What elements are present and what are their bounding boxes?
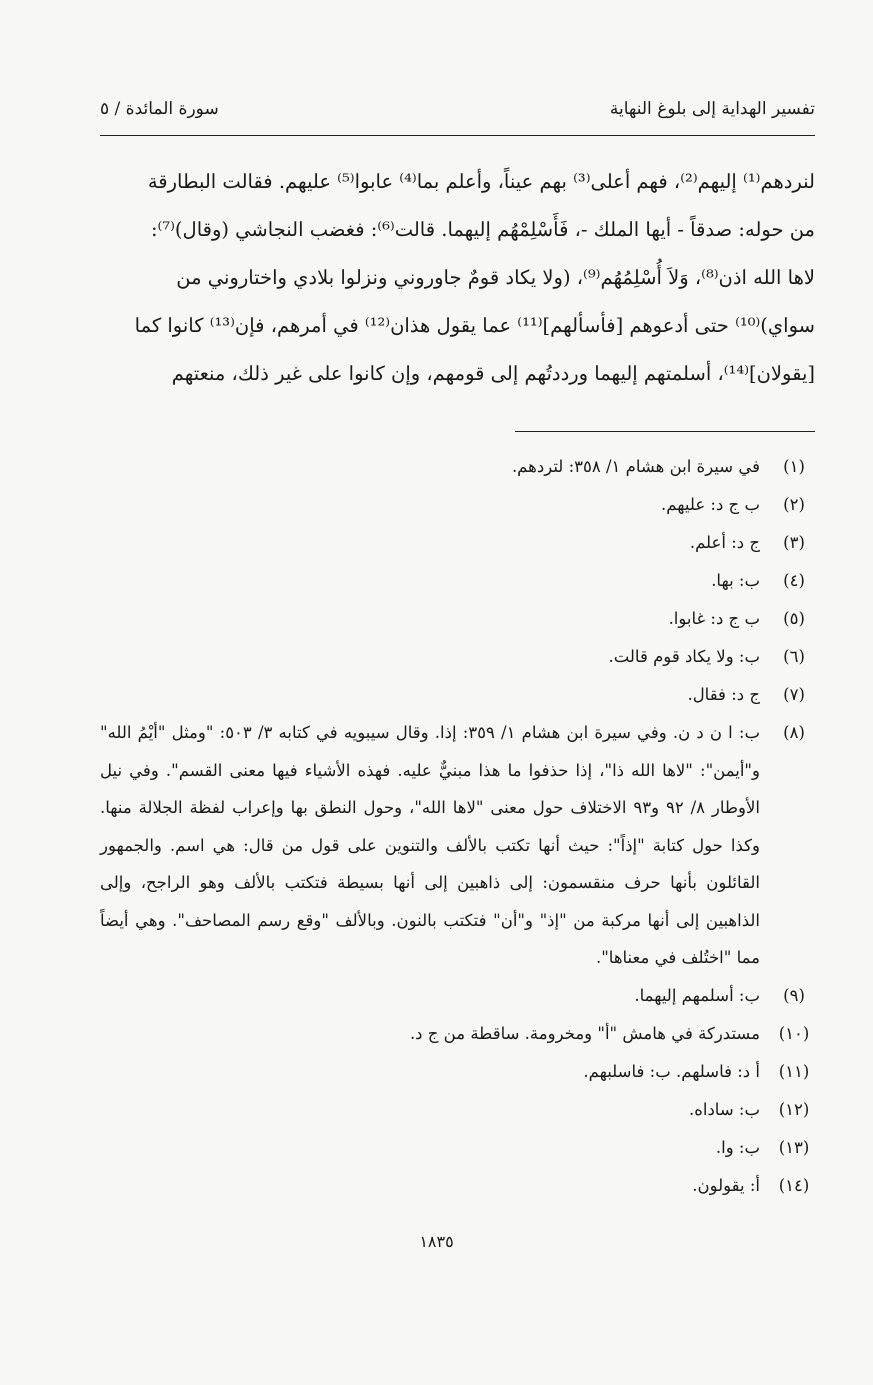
footnote-text: ب: وا. bbox=[715, 1137, 760, 1157]
footnote-text: ب ج د: عليهم. bbox=[661, 495, 760, 514]
footnote bbox=[100, 1091, 815, 1129]
footnote-number: (١٠) bbox=[778, 1023, 810, 1043]
footnote-text: مستدركة في هامش "أ" ومخرومة. ساقطة من ج د. bbox=[409, 1023, 760, 1043]
footnotes bbox=[100, 448, 815, 1205]
footnote-number: (١٤) bbox=[778, 1175, 810, 1195]
footnote-text: ب: ساداه. bbox=[688, 1099, 760, 1119]
footnote-number: (١٣) bbox=[778, 1137, 810, 1157]
main-line: من حوله: صدقاً - أيها الملك -، فَأَسْلِمْهُم إليهما. قالت⁽⁶⁾: فغضب النجاشي (وقال)⁽⁷⁾: bbox=[150, 218, 815, 241]
page-number: ١٨٣٥ bbox=[419, 1232, 454, 1251]
main-line: لنردهم⁽¹⁾ إليهم⁽²⁾، فهم أعلى⁽³⁾ بهم عيناً، وأعلم بما⁽⁴⁾ عابوا⁽⁵⁾ عليهم. فقالت البطارقة bbox=[147, 170, 815, 193]
footnote bbox=[100, 524, 815, 562]
footnote bbox=[100, 977, 815, 1015]
footnote-number: (٦) bbox=[783, 647, 805, 666]
footnote-divider bbox=[515, 431, 815, 432]
footnote-text: أ: يقولون. bbox=[692, 1175, 760, 1195]
footnote-text: ب: ا ن د ن. وفي سيرة ابن هشام ١/ ٣٥٩: إذا. وقال سيبويه في كتابه ٣/ ٥٠٣: "ومثل "أيْمُ الله" و"أيمن": "لاها الله ذا"، إذا حذفوا ما هذا مبنيٌّ عليه. فهذه الأشياء فيها معنى القسم". وفي نيل الأوطار ٨/ ٩٢ و٩٣ الاختلاف حول معنى "لاها الله"، وحول النطق بها وإعراب لفظة الجلالة منها. وكذا حول كتابة "إذاً": حيث أنها تكتب بالألف والتنوين على قول من قال: هي اسم. والجمهور القائلون بأنها حرف منقسمون: إلى ذاهبين إلى أنها بسيطة فتكتب بالألف وهو الراجح، وإلى الذاهبين إلى أنها مركبة من "إذ" و"أن" فتكتب بالنون. وبالألف "وقع رسم المصاحف". وهي أيضاً مما "اختُلف في معناها". bbox=[100, 723, 760, 967]
main-line: سواي)⁽¹⁰⁾ حتى أدعوهم [فأسألهم]⁽¹¹⁾ عما يقول هذان⁽¹²⁾ في أمرهم، فإن⁽¹³⁾ كانوا كما bbox=[134, 314, 815, 337]
footnote bbox=[100, 448, 815, 486]
footnote-text: في سيرة ابن هشام ١/ ٣٥٨: لتردهم. bbox=[511, 457, 760, 476]
footnote-number: (٥) bbox=[783, 609, 805, 628]
footnote bbox=[100, 562, 815, 600]
footnote bbox=[100, 1129, 815, 1167]
footnote-number: (٤) bbox=[783, 571, 805, 590]
footnote-text: ب: ولا يكاد قوم قالت. bbox=[608, 647, 760, 666]
main-line: [يقولان]⁽¹⁴⁾، أسلمتهم إليهما ورددتُهم إلى قومهم، وإن كانوا على غير ذلك، منعتهم bbox=[171, 362, 815, 385]
footnote-number: (١٢) bbox=[778, 1099, 810, 1119]
footnote bbox=[100, 1167, 815, 1205]
footnote-number: (٨) bbox=[783, 723, 805, 742]
footnote-text: ج د: أعلم. bbox=[689, 533, 760, 552]
footnote-text: ب ج د: غابوا. bbox=[668, 609, 760, 628]
footnote-number: (١١) bbox=[778, 1061, 810, 1081]
footnote-number: (٢) bbox=[783, 495, 805, 514]
footnote-number: (٧) bbox=[783, 685, 805, 704]
main-line: لاها الله اذن⁽⁸⁾، وَلاَ أُسْلِمُهُم⁽⁹⁾، (ولا يكاد قومٌ جاوروني ونزلوا بلادي واختاروني من bbox=[176, 266, 815, 289]
surah-label: سورة المائدة / ٥ bbox=[100, 99, 219, 119]
footnote-text: ب: بها. bbox=[711, 571, 760, 590]
footnote-text: ج د: فقال. bbox=[687, 685, 760, 704]
main-text bbox=[100, 158, 815, 398]
footnote-number: (٣) bbox=[783, 533, 805, 552]
footnote bbox=[100, 1015, 815, 1053]
running-header bbox=[100, 95, 815, 136]
footnote bbox=[100, 486, 815, 524]
footnote bbox=[100, 714, 815, 977]
footnote-number: (١) bbox=[783, 457, 805, 476]
footnote bbox=[100, 1053, 815, 1091]
footnote bbox=[100, 600, 815, 638]
footnote-text: أ د: فاسلهم. ب: فاسلبهم. bbox=[583, 1061, 760, 1081]
footnote bbox=[100, 676, 815, 714]
footnote bbox=[100, 638, 815, 676]
book-title: تفسير الهداية إلى بلوغ النهاية bbox=[609, 99, 815, 119]
footnote-text: ب: أسلمهم إليهما. bbox=[634, 985, 760, 1005]
footnote-number: (٩) bbox=[783, 985, 805, 1005]
